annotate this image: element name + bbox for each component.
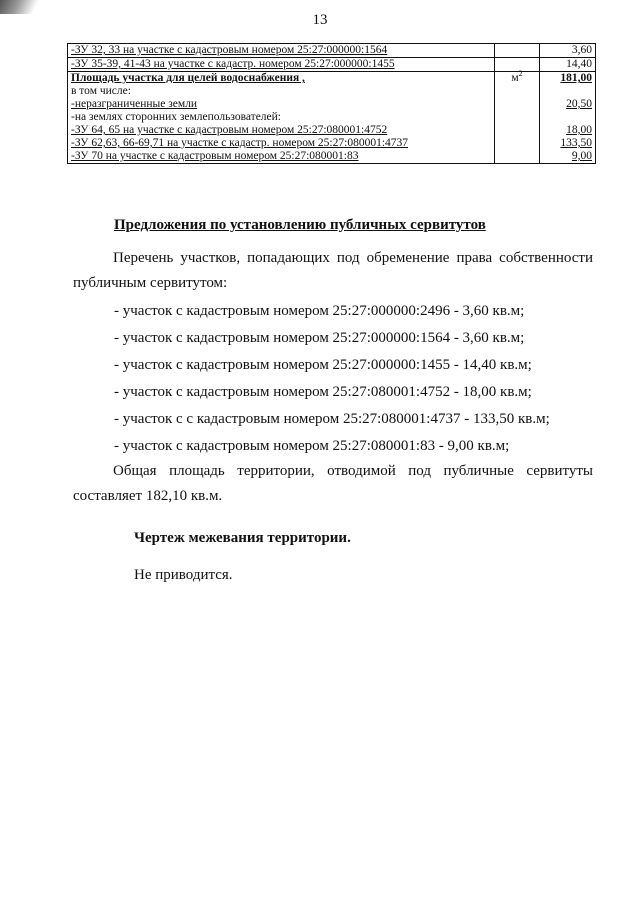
undivided-land-value: 20,50 [566, 98, 592, 110]
table-row-water-supply [68, 72, 596, 164]
table-cell-value: 3,60 [540, 44, 596, 58]
row-desc: -ЗУ 32, 33 на участке с кадастровым номером 25:27:000000:1564 [71, 44, 388, 56]
list-item: - участок с кадастровым номером 25:27:000000:1455 - 14,40 кв.м; [114, 357, 532, 373]
section-title: Предложения по установлению публичных сервитутов [114, 217, 486, 233]
unit-superscript: 2 [518, 69, 523, 79]
drawing-note: Не приводится. [134, 567, 233, 583]
parcel-83-value: 9,00 [571, 150, 592, 162]
parcel-4737-value: 133,50 [560, 137, 592, 149]
list-item: - участок с кадастровым номером 25:27:080001:4752 - 18,00 кв.м; [114, 384, 532, 400]
row-desc: -ЗУ 35-39, 41-43 на участке с кадастр. номером 25:27:000000:1455 [71, 58, 395, 70]
total-paragraph: Общая площадь территории, отводимой под публичные сервитуты составляет 182,10 кв.м. [73, 463, 593, 504]
table-row [68, 44, 596, 58]
parcel-83-label: -ЗУ 70 на участке с кадастровым номером 25:27:080001:83 [71, 150, 359, 162]
third-party-land-label: -на землях сторонних землепользователей: [71, 111, 281, 123]
unit-label: м [511, 72, 519, 84]
parcel-4737-label: -ЗУ 62,63, 66-69,71 на участке с кадастр. номером 25:27:080001:4737 [71, 137, 409, 149]
page-number: 13 [312, 12, 328, 28]
water-area-value: 181,00 [560, 72, 592, 84]
including-value [543, 85, 592, 98]
parcel-4752-label: -ЗУ 64, 65 на участке с кадастровым номером 25:27:080001:4752 [71, 124, 388, 136]
table-cell-unit [495, 44, 540, 58]
parcel-4752-value: 18,00 [566, 124, 592, 136]
undivided-land-label: -неразграниченные земли [71, 98, 198, 110]
third-party-value [543, 111, 592, 124]
list-item: - участок с кадастровым номером 25:27:080001:83 - 9,00 кв.м; [114, 438, 510, 454]
table-row [68, 58, 596, 72]
list-item: - участок с кадастровым номером 25:27:000000:2496 - 3,60 кв.м; [114, 303, 525, 319]
table-cell-value: 14,40 [540, 58, 596, 72]
area-table [67, 43, 596, 164]
table-cell-unit [495, 58, 540, 72]
list-item: - участок с кадастровым номером 25:27:000000:1564 - 3,60 кв.м; [114, 330, 525, 346]
table-cell-desc [68, 44, 495, 58]
table-cell-unit [495, 69, 540, 164]
drawing-title: Чертеж межевания территории. [134, 530, 351, 546]
table-cell-desc [68, 58, 495, 72]
intro-paragraph: Перечень участков, попадающих под обременение права собственности публичным сервитутом: [73, 250, 593, 291]
parcel-list [114, 303, 550, 465]
table-cell-desc [68, 72, 495, 164]
water-area-label: Площадь участка для целей водоснабжения , [71, 72, 305, 84]
list-item: - участок с с кадастровым номером 25:27:080001:4737 - 133,50 кв.м; [114, 411, 550, 427]
including-label: в том числе: [71, 85, 131, 97]
table-cell-value [540, 72, 596, 164]
